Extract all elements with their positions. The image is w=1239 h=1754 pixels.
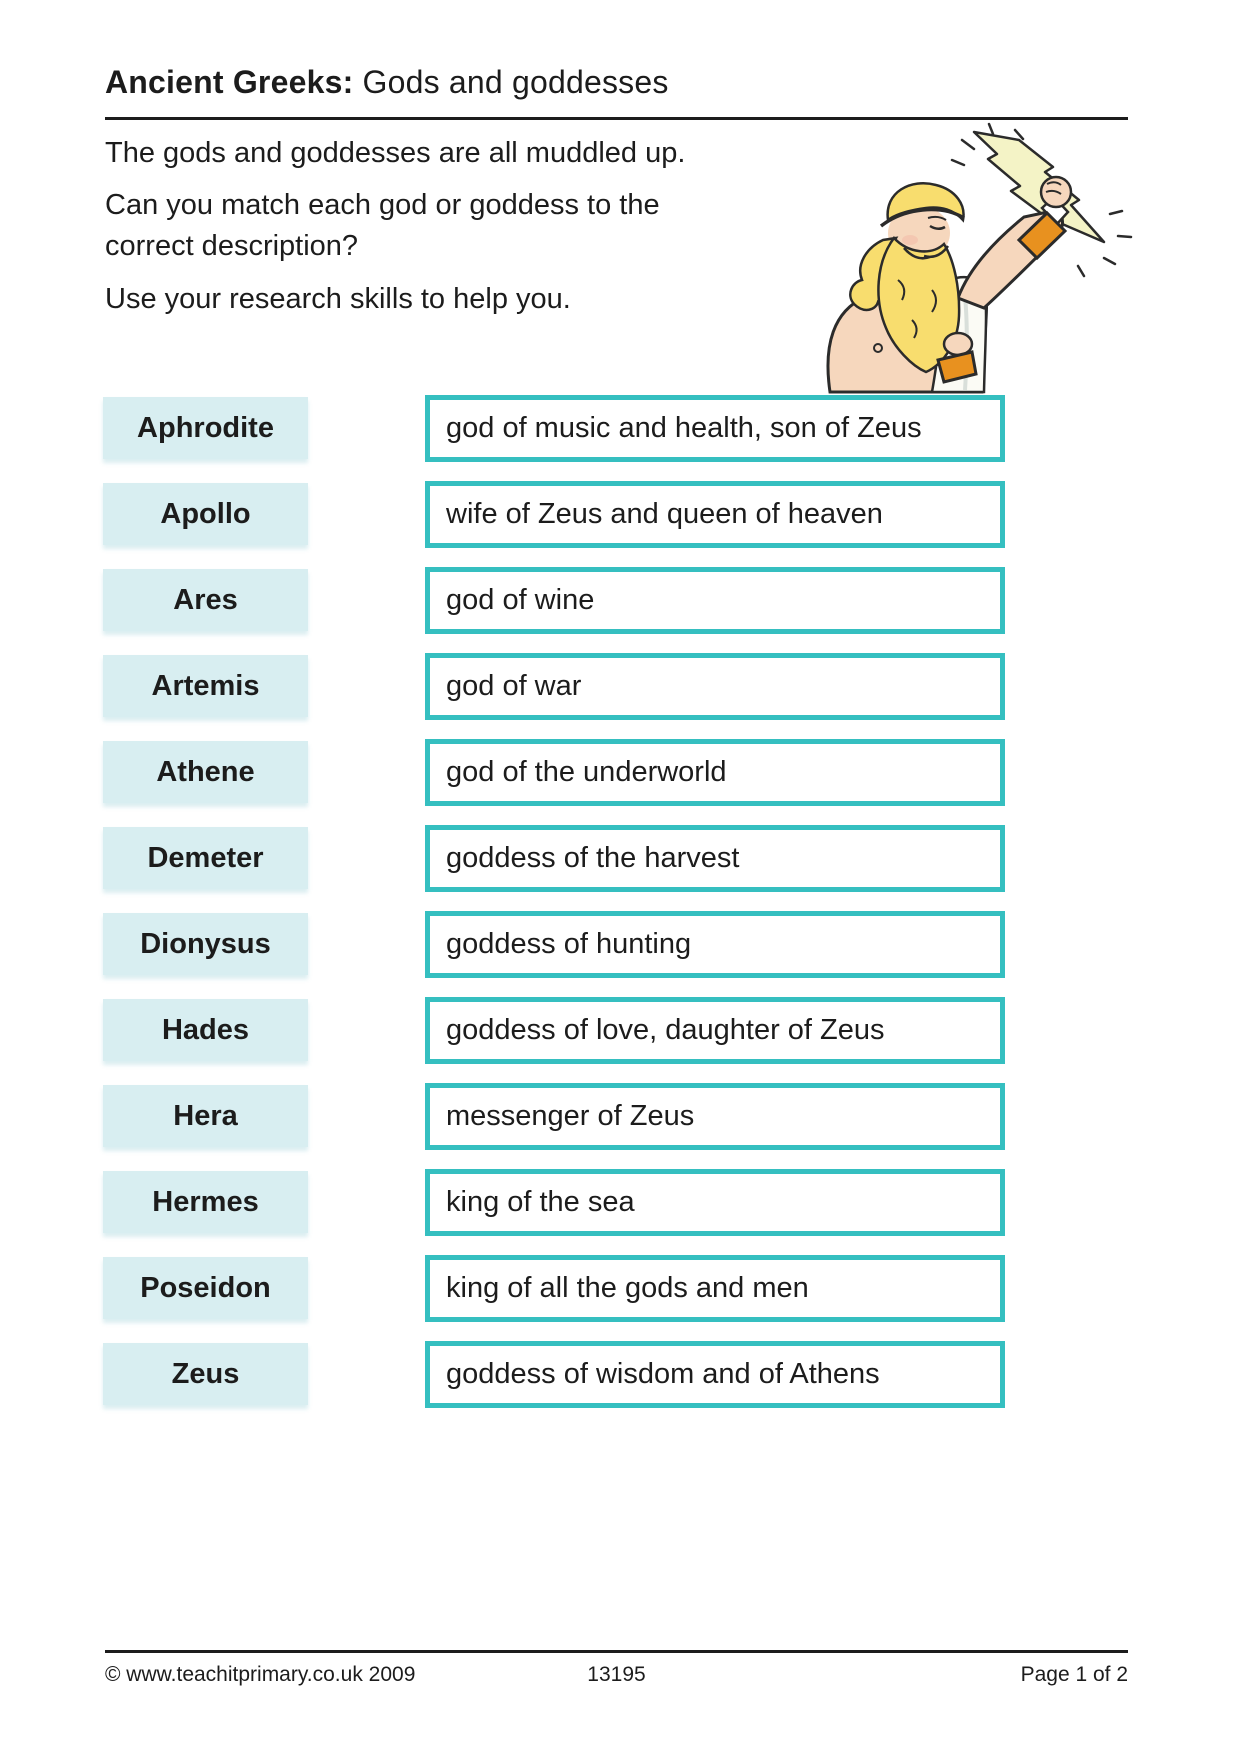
match-row: [103, 911, 1008, 997]
title-topic: Ancient Greeks:: [105, 64, 354, 100]
footer-copyright: © www.teachitprimary.co.uk 2009: [105, 1663, 416, 1686]
match-row: [103, 1083, 1008, 1169]
footer-doc-id: 13195: [587, 1663, 646, 1686]
description-box: goddess of love, daughter of Zeus: [425, 997, 1005, 1064]
match-row: [103, 395, 1008, 481]
description-box: god of war: [425, 653, 1005, 720]
god-name-box: Poseidon: [103, 1257, 308, 1319]
footer-page-number: Page 1 of 2: [1020, 1663, 1128, 1686]
god-name-box: Dionysus: [103, 913, 308, 975]
page-title: [105, 64, 1128, 120]
instructions: [105, 133, 705, 331]
match-row: [103, 739, 1008, 825]
instruction-line: Can you match each god or goddess to the correct description?: [105, 189, 660, 263]
description-box: god of music and health, son of Zeus: [425, 395, 1005, 462]
description-box: goddess of wisdom and of Athens: [425, 1341, 1005, 1408]
description-box: wife of Zeus and queen of heaven: [425, 481, 1005, 548]
god-name-box: Athene: [103, 741, 308, 803]
god-name-box: Hades: [103, 999, 308, 1061]
match-row: [103, 1341, 1008, 1427]
god-name-box: Zeus: [103, 1343, 308, 1405]
match-row: [103, 825, 1008, 911]
description-box: king of the sea: [425, 1169, 1005, 1236]
instruction-line: Use your research skills to help you.: [105, 282, 571, 315]
instruction-line: The gods and goddesses are all muddled up.: [105, 137, 686, 169]
title-subtitle: Gods and goddesses: [353, 64, 669, 100]
god-name-box: Aphrodite: [103, 397, 308, 459]
god-name-box: Ares: [103, 569, 308, 631]
match-row: [103, 997, 1008, 1083]
match-row: [103, 1255, 1008, 1341]
description-box: god of wine: [425, 567, 1005, 634]
god-name-box: Hera: [103, 1085, 308, 1147]
god-name-box: Artemis: [103, 655, 308, 717]
god-name-box: Hermes: [103, 1171, 308, 1233]
match-list: [103, 395, 1008, 1427]
match-row: [103, 653, 1008, 739]
page-footer: [105, 1650, 1128, 1687]
description-box: god of the underworld: [425, 739, 1005, 806]
match-row: [103, 1169, 1008, 1255]
description-box: messenger of Zeus: [425, 1083, 1005, 1150]
god-name-box: Demeter: [103, 827, 308, 889]
match-row: [103, 481, 1008, 567]
description-box: king of all the gods and men: [425, 1255, 1005, 1322]
god-name-box: Apollo: [103, 483, 308, 545]
description-box: goddess of hunting: [425, 911, 1005, 978]
zeus-lightning-illustration: [726, 118, 1140, 394]
description-box: goddess of the harvest: [425, 825, 1005, 892]
match-row: [103, 567, 1008, 653]
